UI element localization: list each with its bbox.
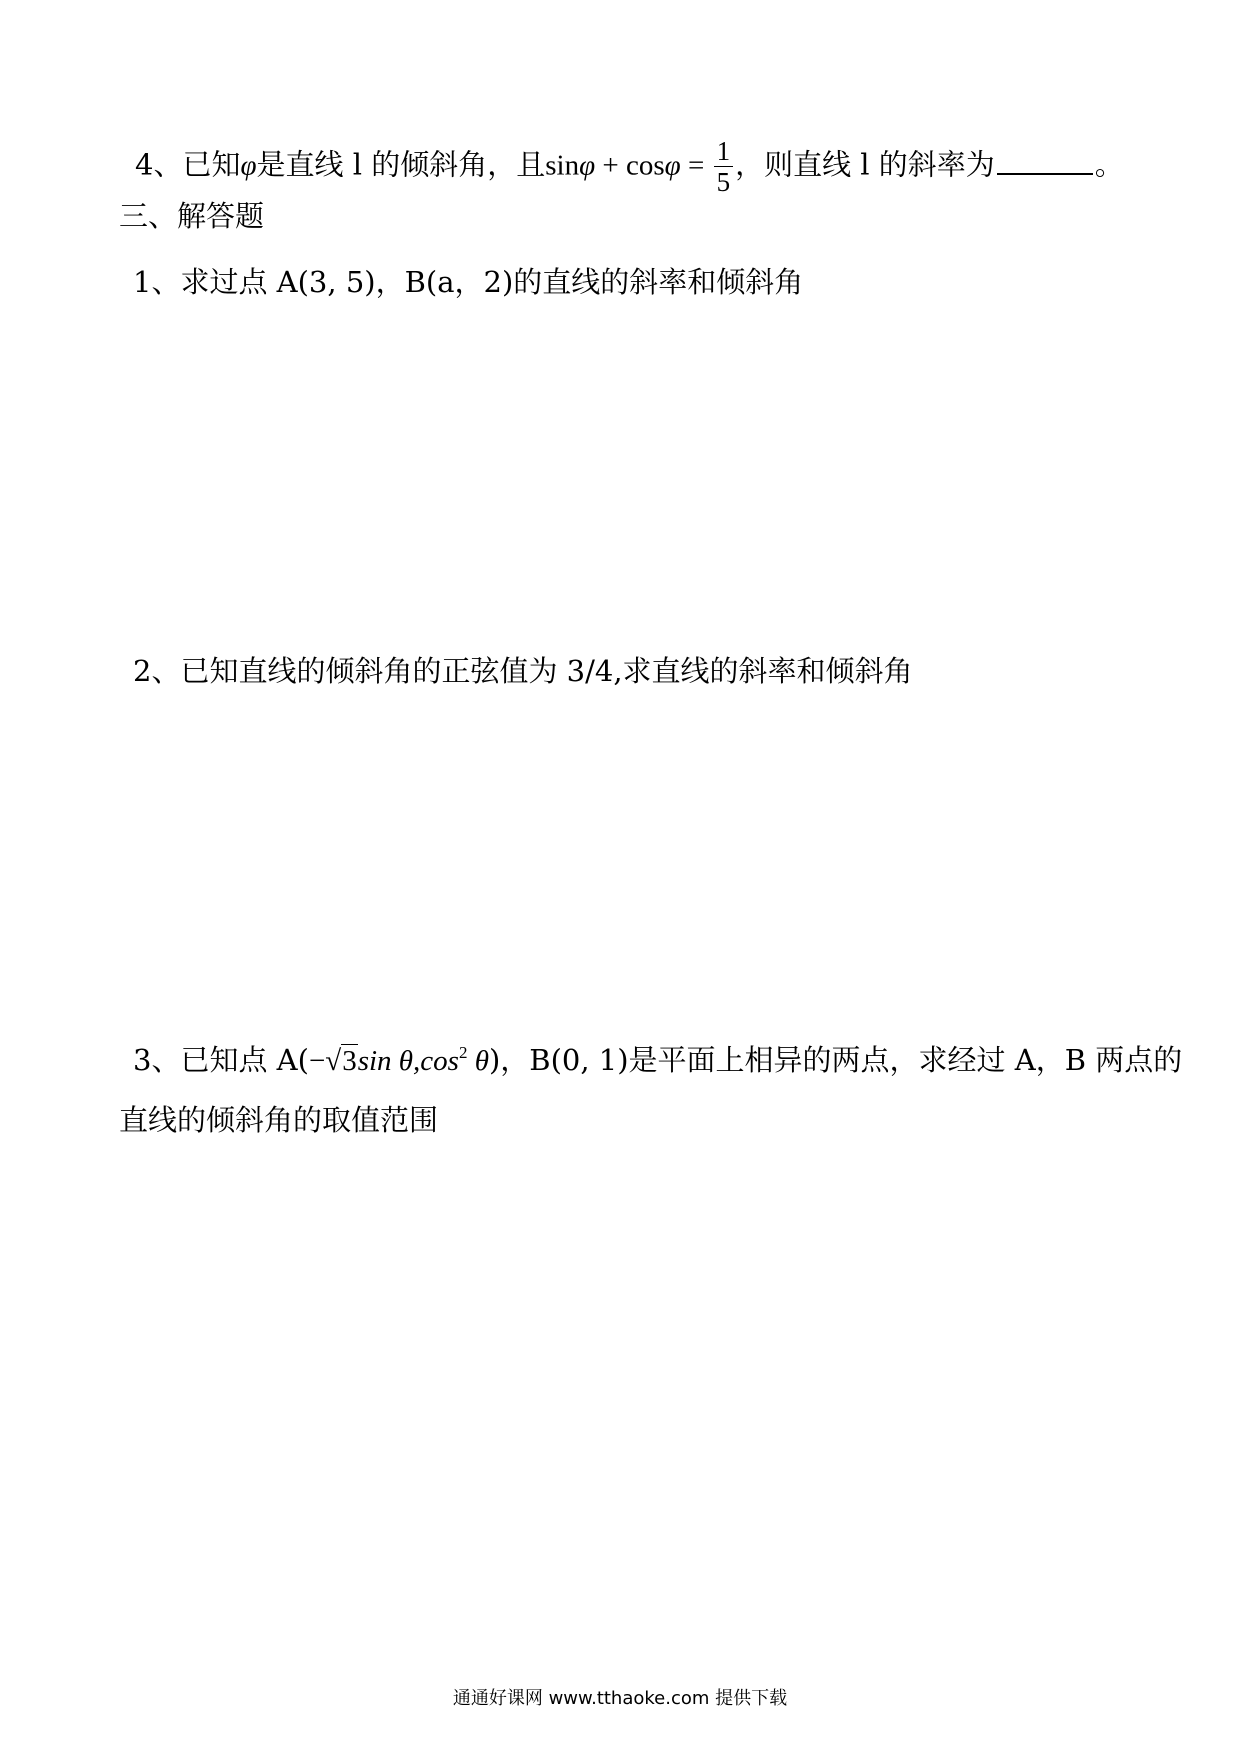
- radicand: 3: [342, 1045, 357, 1077]
- problem-2: [133, 651, 913, 691]
- page-footer: 通通好课网 www.tthaoke.com 提供下载: [452, 1688, 788, 1709]
- question-4-text-c: ，则直线 l 的斜率为: [735, 147, 995, 182]
- fraction-denominator: 5: [716, 167, 731, 197]
- answer-blank[interactable]: [997, 147, 1093, 175]
- question-4-text-d: 。: [1094, 147, 1124, 182]
- question-4: [135, 136, 1124, 197]
- phi-symbol: φ: [664, 149, 681, 182]
- problem-3-continuation: 直线的倾斜角的取值范围: [119, 1103, 439, 1137]
- exponent: 2: [458, 1043, 468, 1062]
- fraction-numerator: 1: [714, 136, 734, 167]
- section-heading: 三、解答题: [119, 199, 265, 233]
- problem-3: [133, 1040, 1182, 1081]
- question-4-number: 4、: [135, 147, 183, 182]
- problem-1-text: 求过点 A(3, 5)，B(a，2)的直线的斜率和倾斜角: [180, 265, 804, 299]
- cos-function: cos: [625, 149, 665, 182]
- problem-3-number: 3、: [133, 1043, 181, 1077]
- phi-symbol: φ: [240, 149, 257, 182]
- minus-sign: −: [308, 1045, 326, 1077]
- problem-1: [133, 262, 803, 302]
- problem-3-text-b: )，B(0, 1)是平面上相异的两点，求经过 A，B 两点的: [488, 1043, 1183, 1077]
- problem-2-number: 2、: [133, 654, 181, 688]
- sin-cos-expression: sin θ,cos: [357, 1045, 459, 1077]
- plus-sign: +: [595, 149, 626, 182]
- radical-sign-icon: √: [325, 1045, 342, 1077]
- problem-1-number: 1、: [133, 265, 181, 299]
- sin-function: sin: [545, 149, 580, 182]
- equals-sign: =: [680, 149, 712, 182]
- square-root: [325, 1040, 357, 1081]
- theta-symbol: θ: [467, 1045, 489, 1077]
- fraction: [714, 136, 734, 197]
- problem-2-text: 已知直线的倾斜角的正弦值为 3/4,求直线的斜率和倾斜角: [180, 654, 913, 688]
- question-4-text-b: 是直线 l 的倾斜角，且: [256, 147, 546, 182]
- problem-3-text-a: 已知点 A(: [180, 1043, 309, 1077]
- question-4-text-a: 已知: [182, 147, 241, 182]
- phi-symbol: φ: [579, 149, 596, 182]
